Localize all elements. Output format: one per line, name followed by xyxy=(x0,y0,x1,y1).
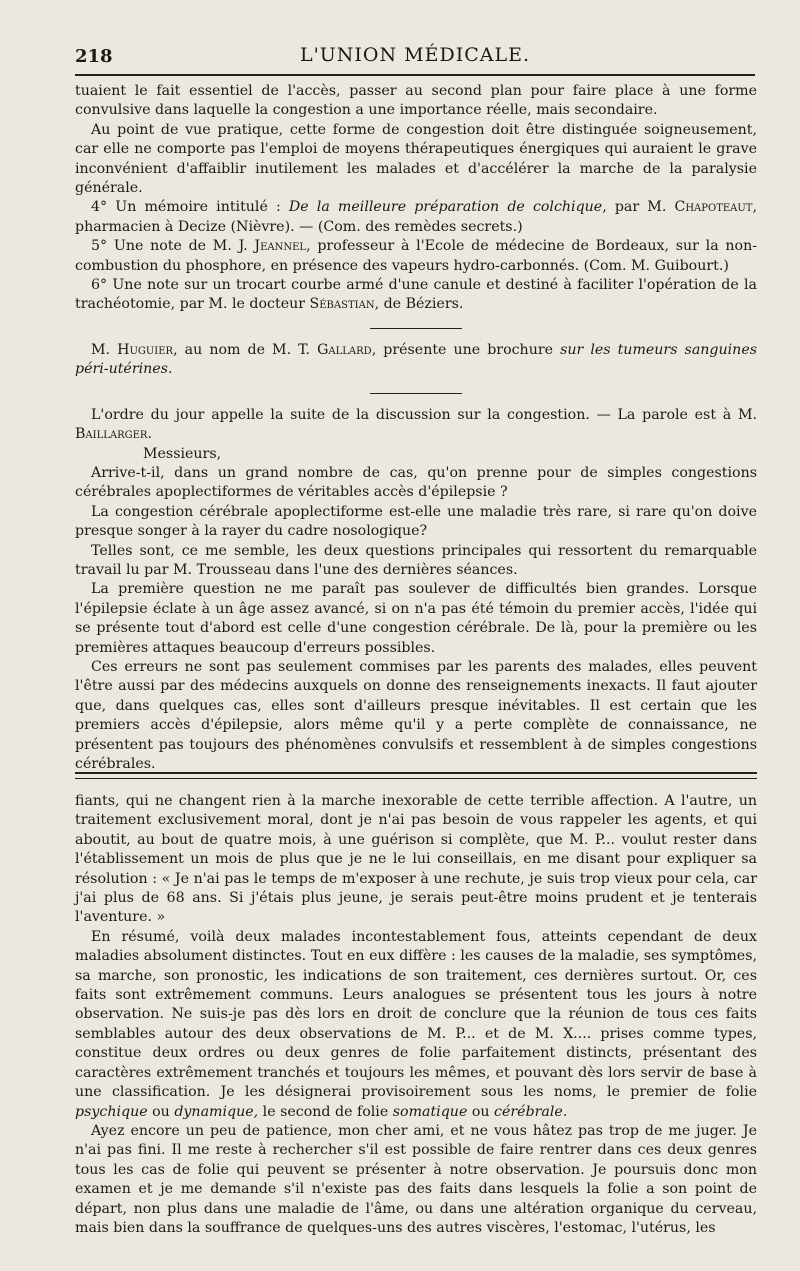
paragraph-continuation: tuaient le fait essentiel de l'accès, passer au second plan pour faire place à une forme convulsive dans laquelle la congestion a une importance réelle, mais secondaire. xyxy=(75,83,757,119)
paragraph-ayez: Ayez encore un peu de patience, mon cher ami, et ne vous hâtez pas trop de me juger. Je n'ai pas fini. Il me reste à rechercher s'il est possible de faire rentrer dans ces deux genres tous les cas de folie qui peuvent se présenter à notre observation. Je poursuis donc mon examen et je me demande s'il n'existe pas des faits dans lesquels la folie a son point de départ, non plus dans une maladie de l'âme, ou dans une altération organique du cerveau, mais bien dans la souffrance de quelques-uns des autres viscères, l'estomac, l'utérus, les xyxy=(75,1122,757,1236)
paragraph-arrive: Arrive-t-il, dans un grand nombre de cas, qu'on prenne pour de simples congestions cérébrales apoplectiformes de véritables accès d'épilepsie ? xyxy=(75,464,757,501)
running-title: L'UNION MÉDICALE. xyxy=(299,44,531,66)
paragraph-resume: En résumé, voilà deux malades incontestablement fous, atteints cependant de deux maladies absolument distinctes. Tout en eux diffère : les causes de la maladie, ses symptômes, sa marche, son pronostic, les indications de son traitement, ces dernières surtout. Or, ces faits sont extrêmement communs. Leurs analogues se présentent tous les jours à notre observation. Ne suis-je pas dès lors en droit de conclure que la réunion de tous ces faits semblables autour des deux observations de M. P... et de M. X.... prises comme types, constitue deux ordres ou deux genres de folie parfaitement distincts, présentant des caractères extrêmement tranchés et toujours les mêmes, et pouvant dès lors servir de base à une classification. Je les désignerai provisoirement sous les noms, le premier de folie psychique ou dynamique, le second de folie somatique ou cérébrale. xyxy=(75,928,757,1120)
upper-section xyxy=(75,82,757,774)
huguier-paragraph: M. Huguier, au nom de M. T. Gallard, présente une brochure sur les tumeurs sanguines péri-utérines. xyxy=(75,341,757,378)
section-divider-2 xyxy=(370,393,462,394)
page-number: 218 xyxy=(75,46,113,67)
item-5-note: 5° Une note de M. J. Jeannel, professeur à l'Ecole de médecine de Bordeaux, sur la non-combustion du phosphore, en présence des vapeurs hydro-carbonnés. (Com. M. Guibourt.) xyxy=(75,238,757,274)
paragraph-pratique: Au point de vue pratique, cette forme de congestion doit être distinguée soigneusement, car elle ne comporte pas l'emploi de moyens thérapeutiques énergiques qui auraient le grave inconvénient d'affaiblir inutilement les malades et d'accélérer la marche de la paralysie générale. xyxy=(75,121,757,197)
paragraph-premiere: La première question ne me paraît pas soulever de difficultés bien grandes. Lorsque l'épilepsie éclate à un âge assez avancé, si on n'a pas été témoin du premier accès, l'idée qui se présente tout d'abord est celle d'une congestion cérébrale. De là, pour la première ou les premières attaques beaucoup d'erreurs possibles. xyxy=(75,581,757,656)
header-rule xyxy=(75,74,755,76)
feuilleton-rule xyxy=(75,772,757,779)
paragraph-erreurs: Ces erreurs ne sont pas seulement commises par les parents des malades, elles peuvent l'être aussi par des médecins auxquels on donne des renseignements inexacts. Il faut ajouter que, dans quelques cas, elles sont d'ailleurs presque inévitables. Il est certain que les premiers accès d'épilepsie, alors même qu'il y a perte complète de connaissance, ne présentent pas toujours des phénomènes convulsifs et ressemblent à de simples congestions cérébrales. xyxy=(75,658,757,772)
lower-section xyxy=(75,792,757,1238)
paragraph-congestion: La congestion cérébrale apoplectiforme est-elle une maladie très rare, si rare qu'on doive presque songer à la rayer du cadre nosologique? xyxy=(75,503,757,540)
salutation: Messieurs, xyxy=(143,445,222,462)
section-divider xyxy=(370,328,462,329)
ordre-du-jour: L'ordre du jour appelle la suite de la discussion sur la congestion. — La parole est à M. Baillarger. xyxy=(75,406,757,443)
item-4-memoire: 4° Un mémoire intitulé : De la meilleure préparation de colchique, par M. Chapoteaut, pharmacien à Decize (Nièvre). — (Com. des remèdes secrets.) xyxy=(75,199,757,235)
item-6-note: 6° Une note sur un trocart courbe armé d'une canule et destiné à faciliter l'opération de la trachéotomie, par M. le docteur Sébastian, de Béziers. xyxy=(75,277,757,313)
paragraph-telles: Telles sont, ce me semble, les deux questions principales qui ressortent du remarquable travail lu par M. Trousseau dans l'une des dernières séances. xyxy=(75,542,757,578)
paragraph-fiants: fiants, qui ne changent rien à la marche inexorable de cette terrible affection. A l'autre, un traitement exclusivement moral, dont je n'ai pas besoin de vous rappeler les agents, et qui aboutit, au bout de quatre mois, à une guérison si complète, que M. P... voulut rester dans l'établissement un mois de plus que je ne le lui conseillais, en me disant pour expliquer sa résolution : « Je n'ai pas le temps de m'exposer à une rechute, je suis trop vieux pour cela, car j'ai plus de 68 ans. Si j'étais plus jeune, je serais peut-être moins prudent et je tenterais l'aventure. » xyxy=(75,793,757,926)
page-header xyxy=(75,42,755,72)
